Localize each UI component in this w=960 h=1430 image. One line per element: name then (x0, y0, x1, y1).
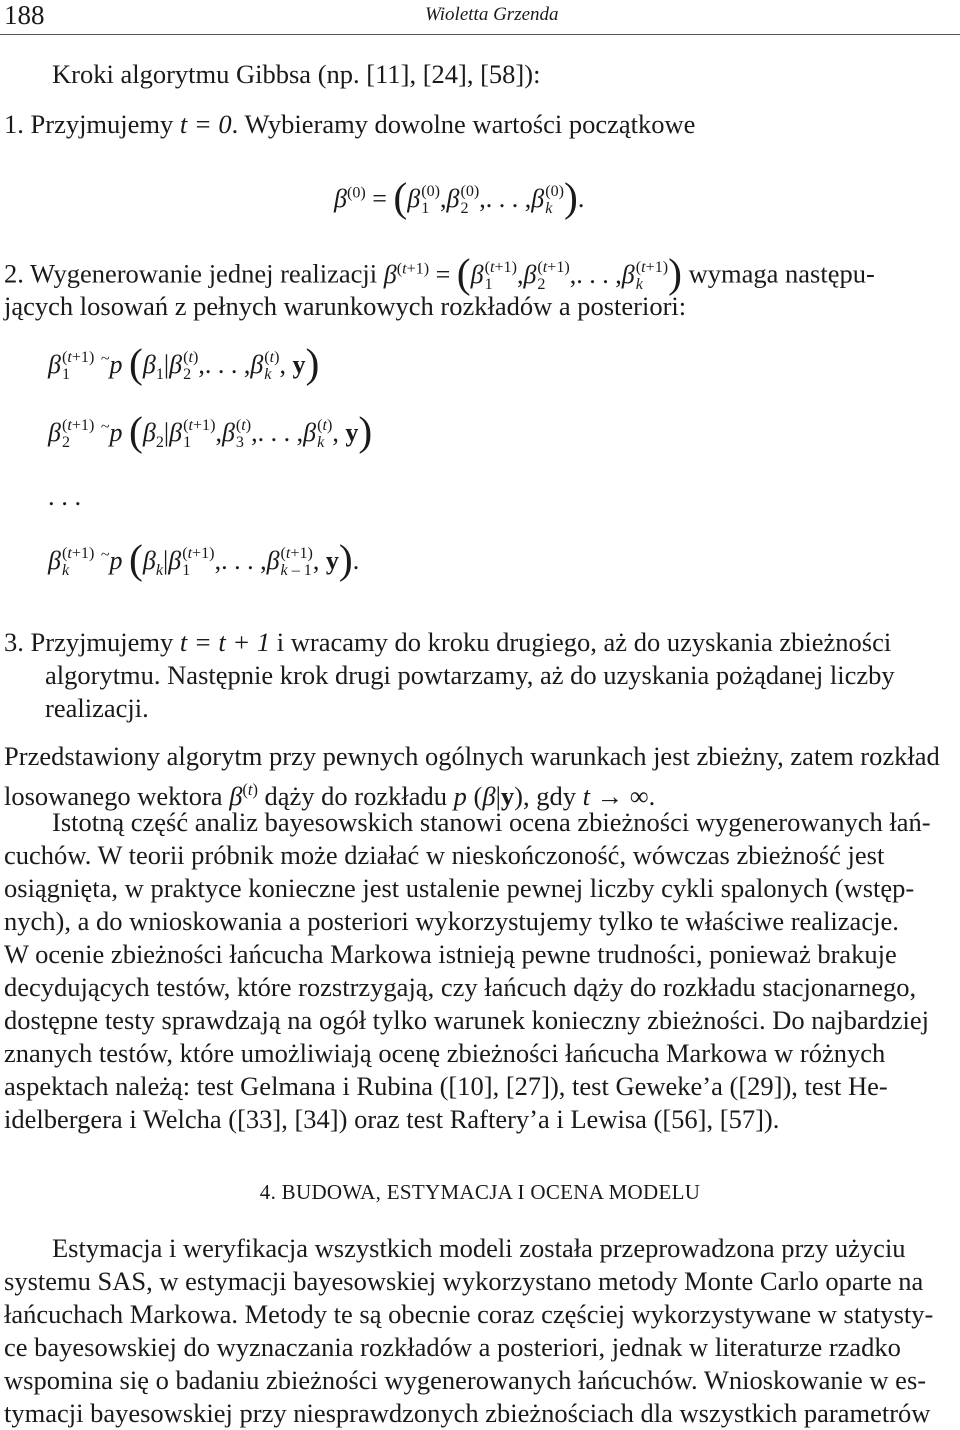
header-rule (0, 34, 960, 35)
step-2-line-1: 2. Wygenerowanie jednej realizacji $\beta^{(t+1)} = (\beta$ (t+1) 1 ,β (t+1) 2 ,. . . ,β (t+1) k ) wymaga następu- (4, 249, 875, 296)
section-heading: 4. BUDOWA, ESTYMACJA I OCENA MODELU (259, 1180, 701, 1204)
running-header-author: Wioletta Grzenda (425, 4, 559, 25)
equation-initial-values: $\beta^{(0)} = (\beta$ (0) 1 ,β (0) 2 ,. . . ,β (0) k ). (334, 174, 585, 220)
algorithm-intro: Kroki algorytmu Gibbsa (np. [11], [24], [58]): (52, 59, 541, 89)
equation-draw-betak: β (t+1) k ~p ($\beta_k|\beta$ (t+1) 1 ,. . . ,β (t+1) k – 1 , y). (48, 536, 360, 582)
step-2-line-2: jących losowań z pełnych warunkowych rozkładów a posteriori: (4, 291, 687, 321)
paragraph-chain-convergence: Istotną część analiz bayesowskich stanowi ocena zbieżności wygenerowanych łań- cuchów. W teorii próbnik może działać w nieskończoność, wówczas zbieżność jest osiągnięta, w praktyce konieczne jest ustalenie pewnej liczby cykli spalonych (wstęp- nych), a do wnioskowania a posteriori wykorzystujemy tylko te właściwe realizacje. W ocenie zbieżności łańcucha Markowa istnieją pewne trudności, ponieważ brakuje decydujących testów, które rozstrzygają, czy łańcuch dąży do rozkładu stacjonarnego, dostępne testy sprawdzają na ogół tylko warunek konieczny zbieżności. Do najbardziej znanych testów, które umożliwiają ocenę zbieżności łańcucha Markowa w różnych aspektach należą: test Gelmana i Rubina ([10], [27]), test Geweke’a ([29]), test He- idelbergera i Welcha ([33], [34]) oraz test Raftery’a i Lewisa ([56], [57]). (4, 807, 931, 1134)
paragraph-convergence: Przedstawiony algorytm przy pewnych ogólnych warunkach jest zbieżny, zatem rozkład losowanego wektora $\beta^{(t)}$ dąży do rozkładu p (β|y), gdy t → ∞. (4, 741, 940, 811)
equation-draw-beta2: β (t+1) 2 ~p ($\beta_2|\beta$ (t+1) 1 ,β (t) 3 ,. . . ,β (t) k , y) (48, 408, 373, 454)
equation-draw-beta1: β (t+1) 1 ~p ($\beta_1|\beta$ (t) 2 ,. . . ,β (t) k , y) (48, 340, 320, 386)
page-number: 188 (4, 0, 45, 30)
ellipsis: . . . (48, 481, 82, 511)
step-3: 3. Przyjmujemy t = t + 1 i wracamy do kroku drugiego, aż do uzyskania zbieżności algorytmu. Następnie krok drugi powtarzamy, aż do uzyskania pożądanej liczby realizacji. (4, 627, 895, 723)
step-1: 1. Przyjmujemy t = 0. Wybieramy dowolne wartości początkowe (4, 109, 696, 139)
paragraph-estimation: Estymacja i weryfikacja wszystkich modeli została przeprowadzona przy użyciu systemu SAS, w estymacji bayesowskiej wykorzystano metody Monte Carlo oparte na łańcuchach Markowa. Metody te są obecnie coraz częściej wykorzystywane w statysty- ce bayesowskiej do wyznaczania rozkładów a posteriori, jednak w literaturze rzadko wspomina się o badaniu zbieżności wygenerowanych łańcuchów. Wnioskowanie w es- tymacji bayesowskiej przy niesprawdzonych zbieżnościach dla wszystkich parametrów (4, 1233, 934, 1428)
